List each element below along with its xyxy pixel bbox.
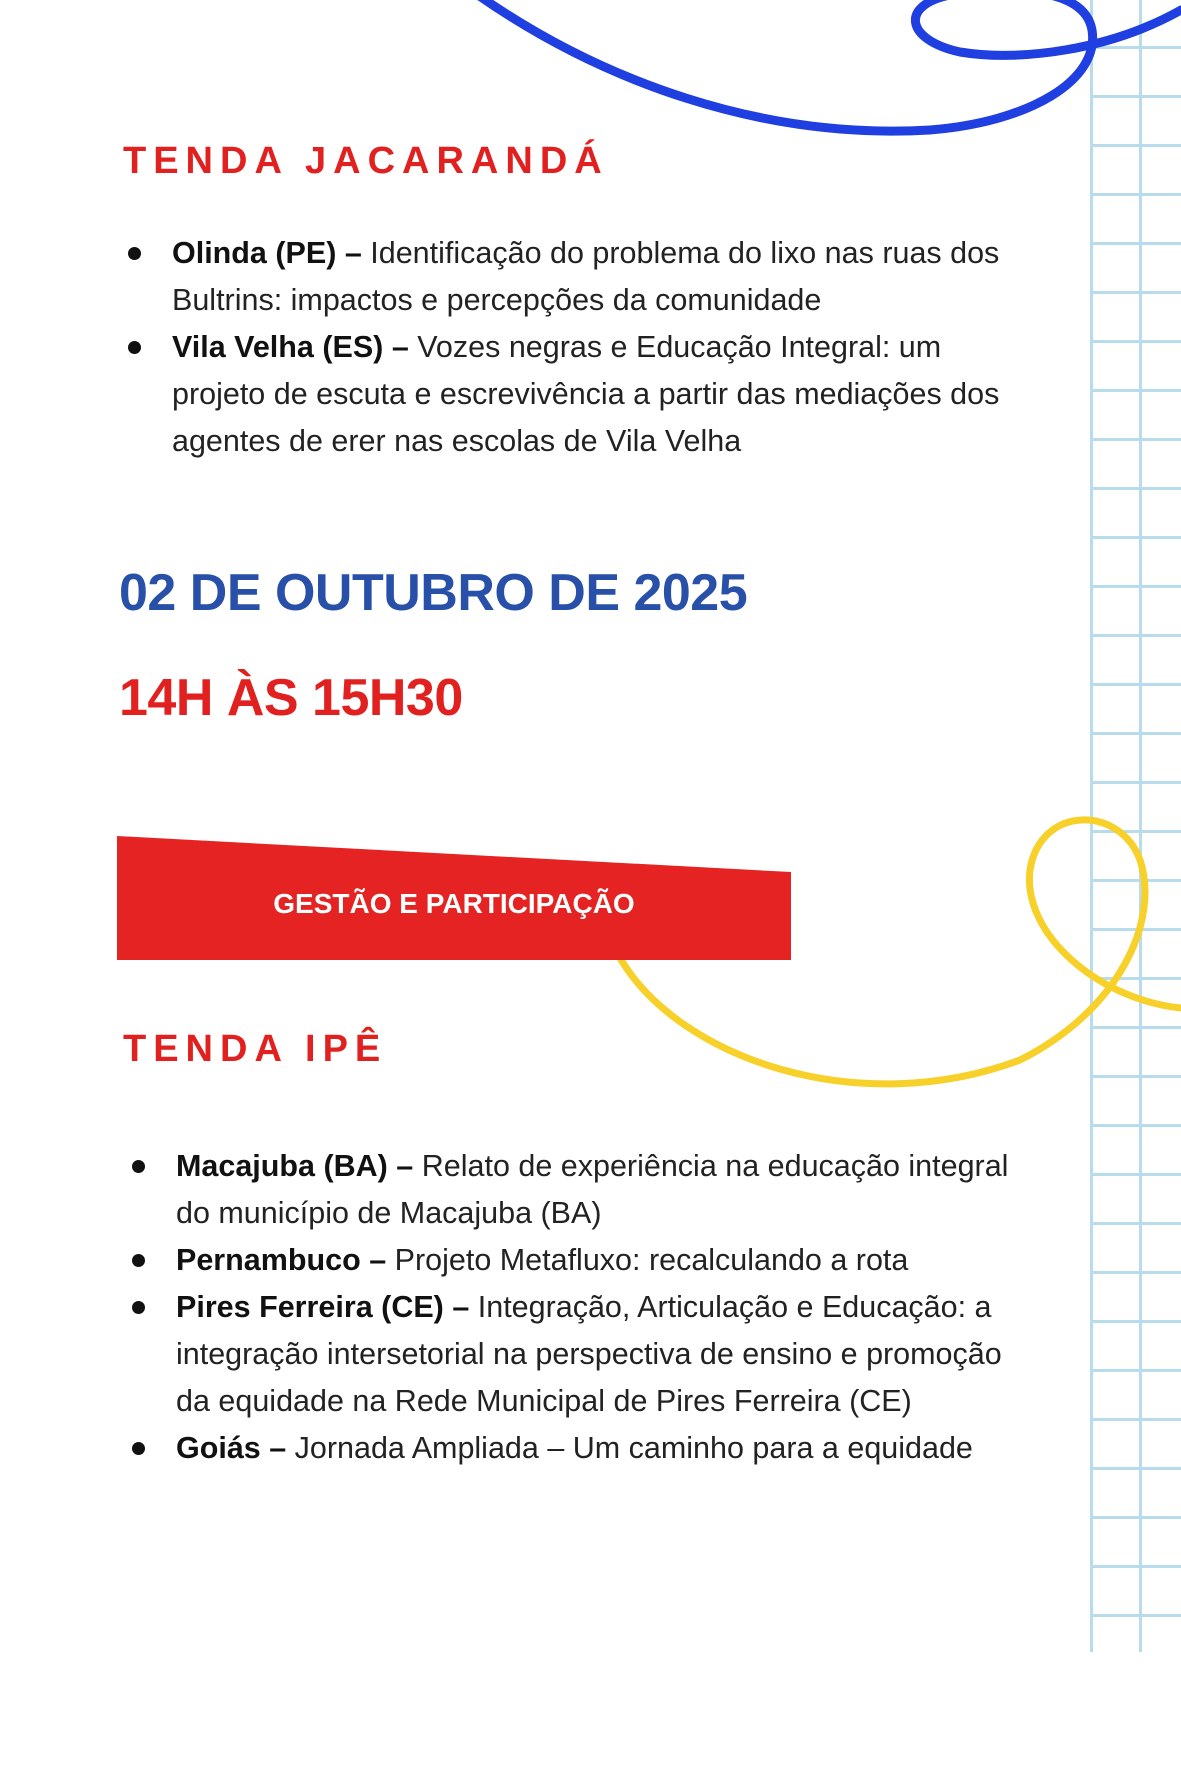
bullet-icon bbox=[132, 1160, 145, 1173]
list-item bbox=[128, 1237, 1028, 1284]
bullet-icon bbox=[128, 341, 141, 354]
bullet-icon bbox=[132, 1442, 145, 1455]
item-description: Relato de experiência na educação integral do município de Macajuba (BA) bbox=[176, 1149, 1009, 1230]
event-time: 14H ÀS 15H30 bbox=[119, 669, 463, 727]
item-description: Vozes negras e Educação Integral: um projeto de escuta e escrevivência a partir das mediações dos agentes de erer nas escolas de Vila Velha bbox=[172, 330, 1000, 458]
item-place: Pernambuco – bbox=[176, 1243, 387, 1277]
banner-gestao-e-participacao: GESTÃO E PARTICIPAÇÃO bbox=[273, 888, 635, 919]
item-place: Macajuba (BA) – bbox=[176, 1149, 414, 1183]
item-place: Pires Ferreira (CE) – bbox=[176, 1290, 470, 1324]
session-list-tenda-jacaranda bbox=[124, 230, 1004, 465]
item-description: Integração, Articulação e Educação: a integração intersetorial na perspectiva de ensino e promoção da equidade na Rede Municipal de Pires Ferreira (CE) bbox=[176, 1290, 1002, 1418]
item-place: Goiás – bbox=[176, 1431, 287, 1465]
item-place: Vila Velha (ES) – bbox=[172, 330, 409, 364]
section-title-tenda-ipe: TENDA IPÊ bbox=[123, 1028, 388, 1070]
blue-ribbon-decoration bbox=[478, 0, 1181, 131]
item-description: Projeto Metafluxo: recalculando a rota bbox=[386, 1243, 909, 1277]
item-description: Identificação do problema do lixo nas ruas dos Bultrins: impactos e percepções da comunidade bbox=[172, 236, 1000, 317]
list-item bbox=[128, 1143, 1028, 1237]
session-list-tenda-ipe bbox=[128, 1143, 1028, 1472]
item-description: Jornada Ampliada – Um caminho para a equidade bbox=[286, 1431, 973, 1465]
section-title-tenda-jacaranda: TENDA JACARANDÁ bbox=[123, 140, 609, 182]
list-item bbox=[124, 230, 1004, 324]
list-item bbox=[128, 1284, 1028, 1425]
event-date: 02 DE OUTUBRO DE 2025 bbox=[119, 564, 748, 622]
bullet-icon bbox=[132, 1254, 145, 1267]
bullet-icon bbox=[128, 247, 141, 260]
item-place: Olinda (PE) – bbox=[172, 236, 362, 270]
list-item bbox=[124, 324, 1004, 465]
bullet-icon bbox=[132, 1301, 145, 1314]
list-item bbox=[128, 1425, 1028, 1472]
